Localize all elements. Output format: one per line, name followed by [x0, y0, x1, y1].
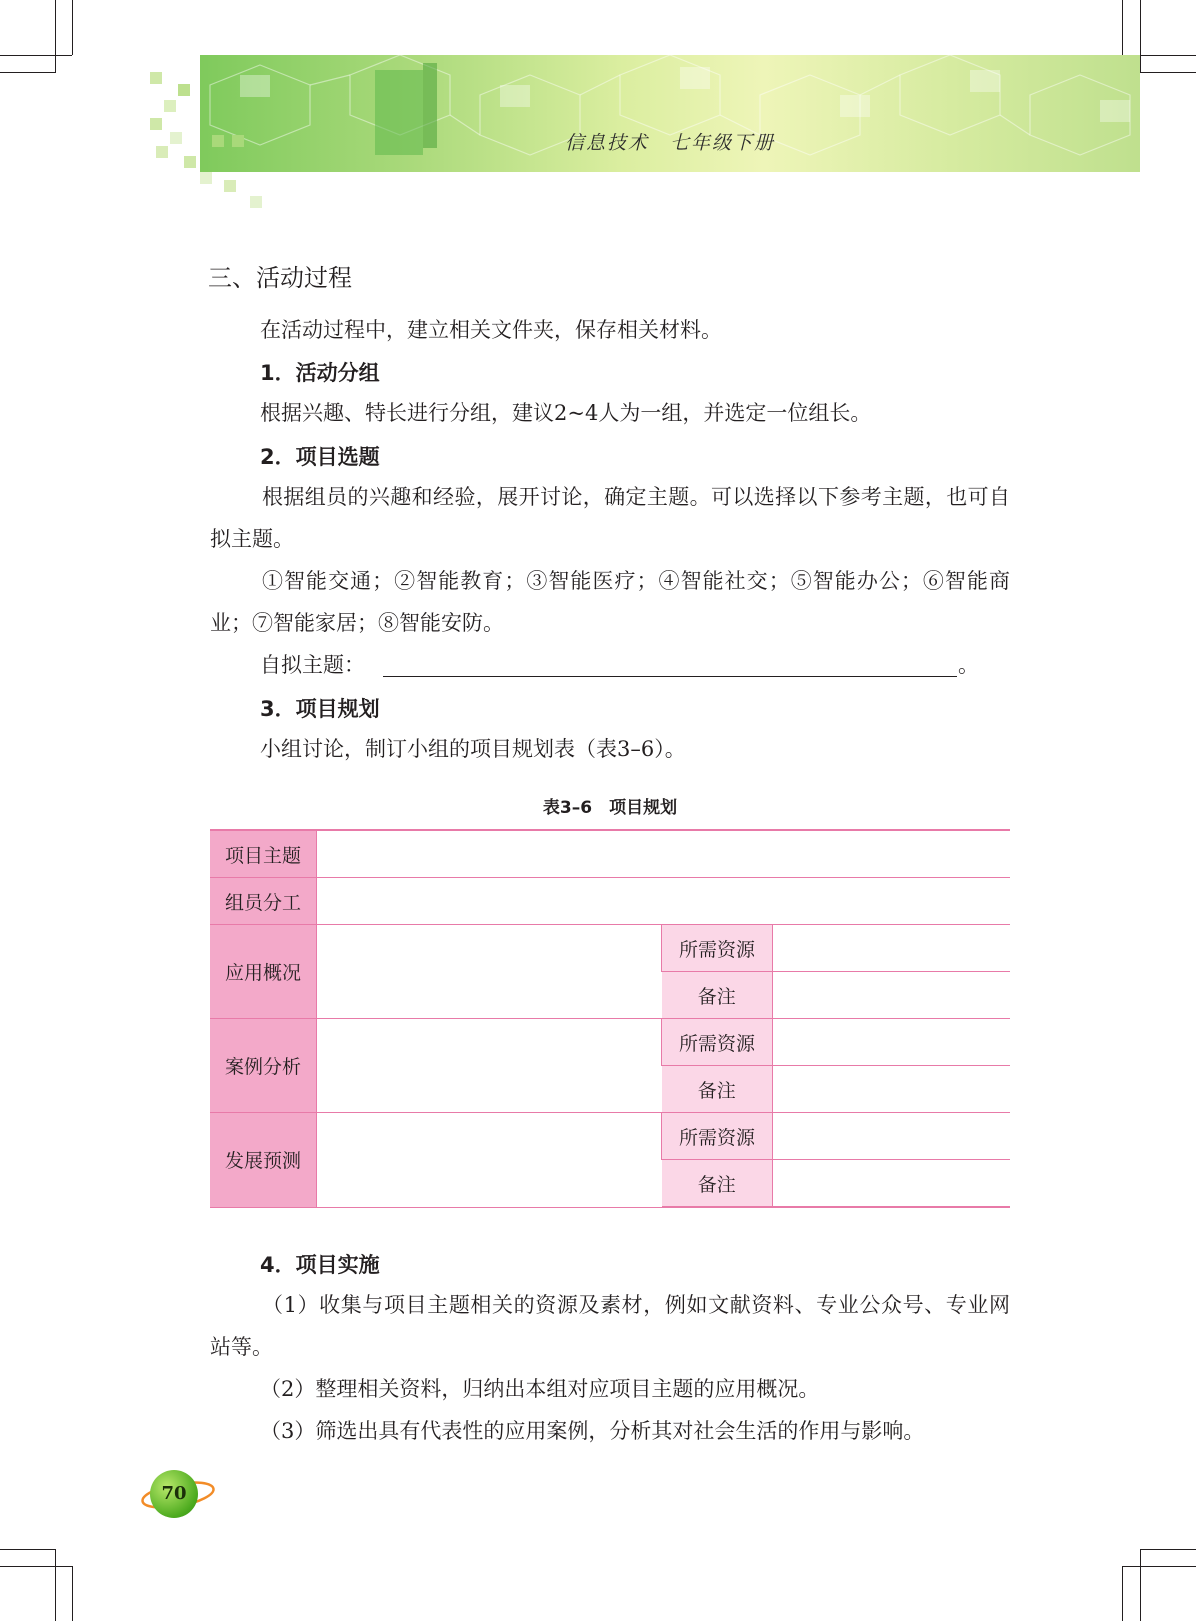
input-cell-forecast[interactable]: [317, 1113, 662, 1208]
sub-label-resources: 所需资源: [662, 925, 773, 972]
custom-topic-label: 自拟主题：: [260, 653, 365, 677]
crop-mark: [0, 1566, 72, 1567]
step-2-title: 2．项目选题: [260, 445, 380, 469]
step-4-item-2: （2）整理相关资料，归纳出本组对应项目主题的应用概况。: [260, 1377, 820, 1401]
sub-label-notes: 备注: [662, 972, 773, 1019]
crop-mark: [0, 72, 56, 73]
step-3-title: 3．项目规划: [260, 697, 380, 721]
book-title: 信息技术 七年级下册: [564, 132, 775, 154]
crop-mark: [72, 1566, 73, 1621]
crop-mark: [1140, 1549, 1196, 1550]
step-4-item-1: （1）收集与项目主题相关的资源及素材，例如文献资料、专业公众号、专业网站等。: [210, 1293, 1010, 1359]
crop-mark: [1122, 1566, 1196, 1567]
sub-label-resources: 所需资源: [662, 1113, 773, 1160]
step-3-text: 小组讨论，制订小组的项目规划表（表3–6）。: [260, 737, 686, 761]
crop-mark: [72, 0, 73, 55]
table-row: [210, 1019, 1010, 1066]
input-cell-overview[interactable]: [317, 925, 662, 1019]
table-row: [210, 878, 1010, 925]
table-row: [210, 1113, 1010, 1160]
input-cell-forecast-resources[interactable]: [773, 1113, 1011, 1160]
crop-mark: [1122, 1566, 1123, 1621]
row-label-case: 案例分析: [210, 1019, 317, 1113]
step-4-title: 4．项目实施: [260, 1253, 380, 1277]
crop-mark: [0, 55, 72, 56]
project-plan-table: [210, 829, 1010, 1208]
input-cell-topic[interactable]: [317, 830, 1011, 878]
table-row: [210, 830, 1010, 878]
crop-mark: [55, 0, 56, 72]
page-number: 70: [150, 1470, 198, 1518]
crop-mark: [1140, 1549, 1141, 1621]
input-cell-forecast-notes[interactable]: [773, 1160, 1011, 1208]
crop-mark: [0, 1549, 56, 1550]
step-2-text: 根据组员的兴趣和经验，展开讨论，确定主题。可以选择以下参考主题，也可自拟主题。: [210, 485, 1010, 551]
crop-mark: [55, 1549, 56, 1621]
sub-label-notes: 备注: [662, 1066, 773, 1113]
crop-mark: [1140, 0, 1141, 72]
sub-label-notes: 备注: [662, 1160, 773, 1208]
row-label-overview: 应用概况: [210, 925, 317, 1019]
step-1-title: 1．活动分组: [260, 361, 380, 385]
row-label-forecast: 发展预测: [210, 1113, 317, 1208]
table-caption: 表3–6 项目规划: [542, 798, 678, 818]
crop-mark: [1140, 72, 1196, 73]
custom-topic-blank[interactable]: [383, 676, 957, 677]
input-cell-case[interactable]: [317, 1019, 662, 1113]
table-row: [210, 925, 1010, 972]
input-cell-overview-notes[interactable]: [773, 972, 1011, 1019]
input-cell-case-resources[interactable]: [773, 1019, 1011, 1066]
section-title: 三、活动过程: [208, 264, 352, 292]
crop-mark: [1122, 0, 1123, 55]
input-cell-division[interactable]: [317, 878, 1011, 925]
input-cell-case-notes[interactable]: [773, 1066, 1011, 1113]
row-label-topic: 项目主题: [210, 830, 317, 878]
sub-label-resources: 所需资源: [662, 1019, 773, 1066]
step-2-options: ①智能交通；②智能教育；③智能医疗；④智能社交；⑤智能办公；⑥智能商业；⑦智能家居；⑧智能安防。: [210, 569, 1010, 635]
row-label-division: 组员分工: [210, 878, 317, 925]
step-1-text: 根据兴趣、特长进行分组，建议2~4人为一组，并选定一位组长。: [260, 401, 872, 425]
intro-text: 在活动过程中，建立相关文件夹，保存相关材料。: [260, 318, 722, 342]
input-cell-overview-resources[interactable]: [773, 925, 1011, 972]
step-4-item-3: （3）筛选出具有代表性的应用案例，分析其对社会生活的作用与影响。: [260, 1419, 925, 1443]
custom-topic-end: 。: [958, 653, 979, 677]
